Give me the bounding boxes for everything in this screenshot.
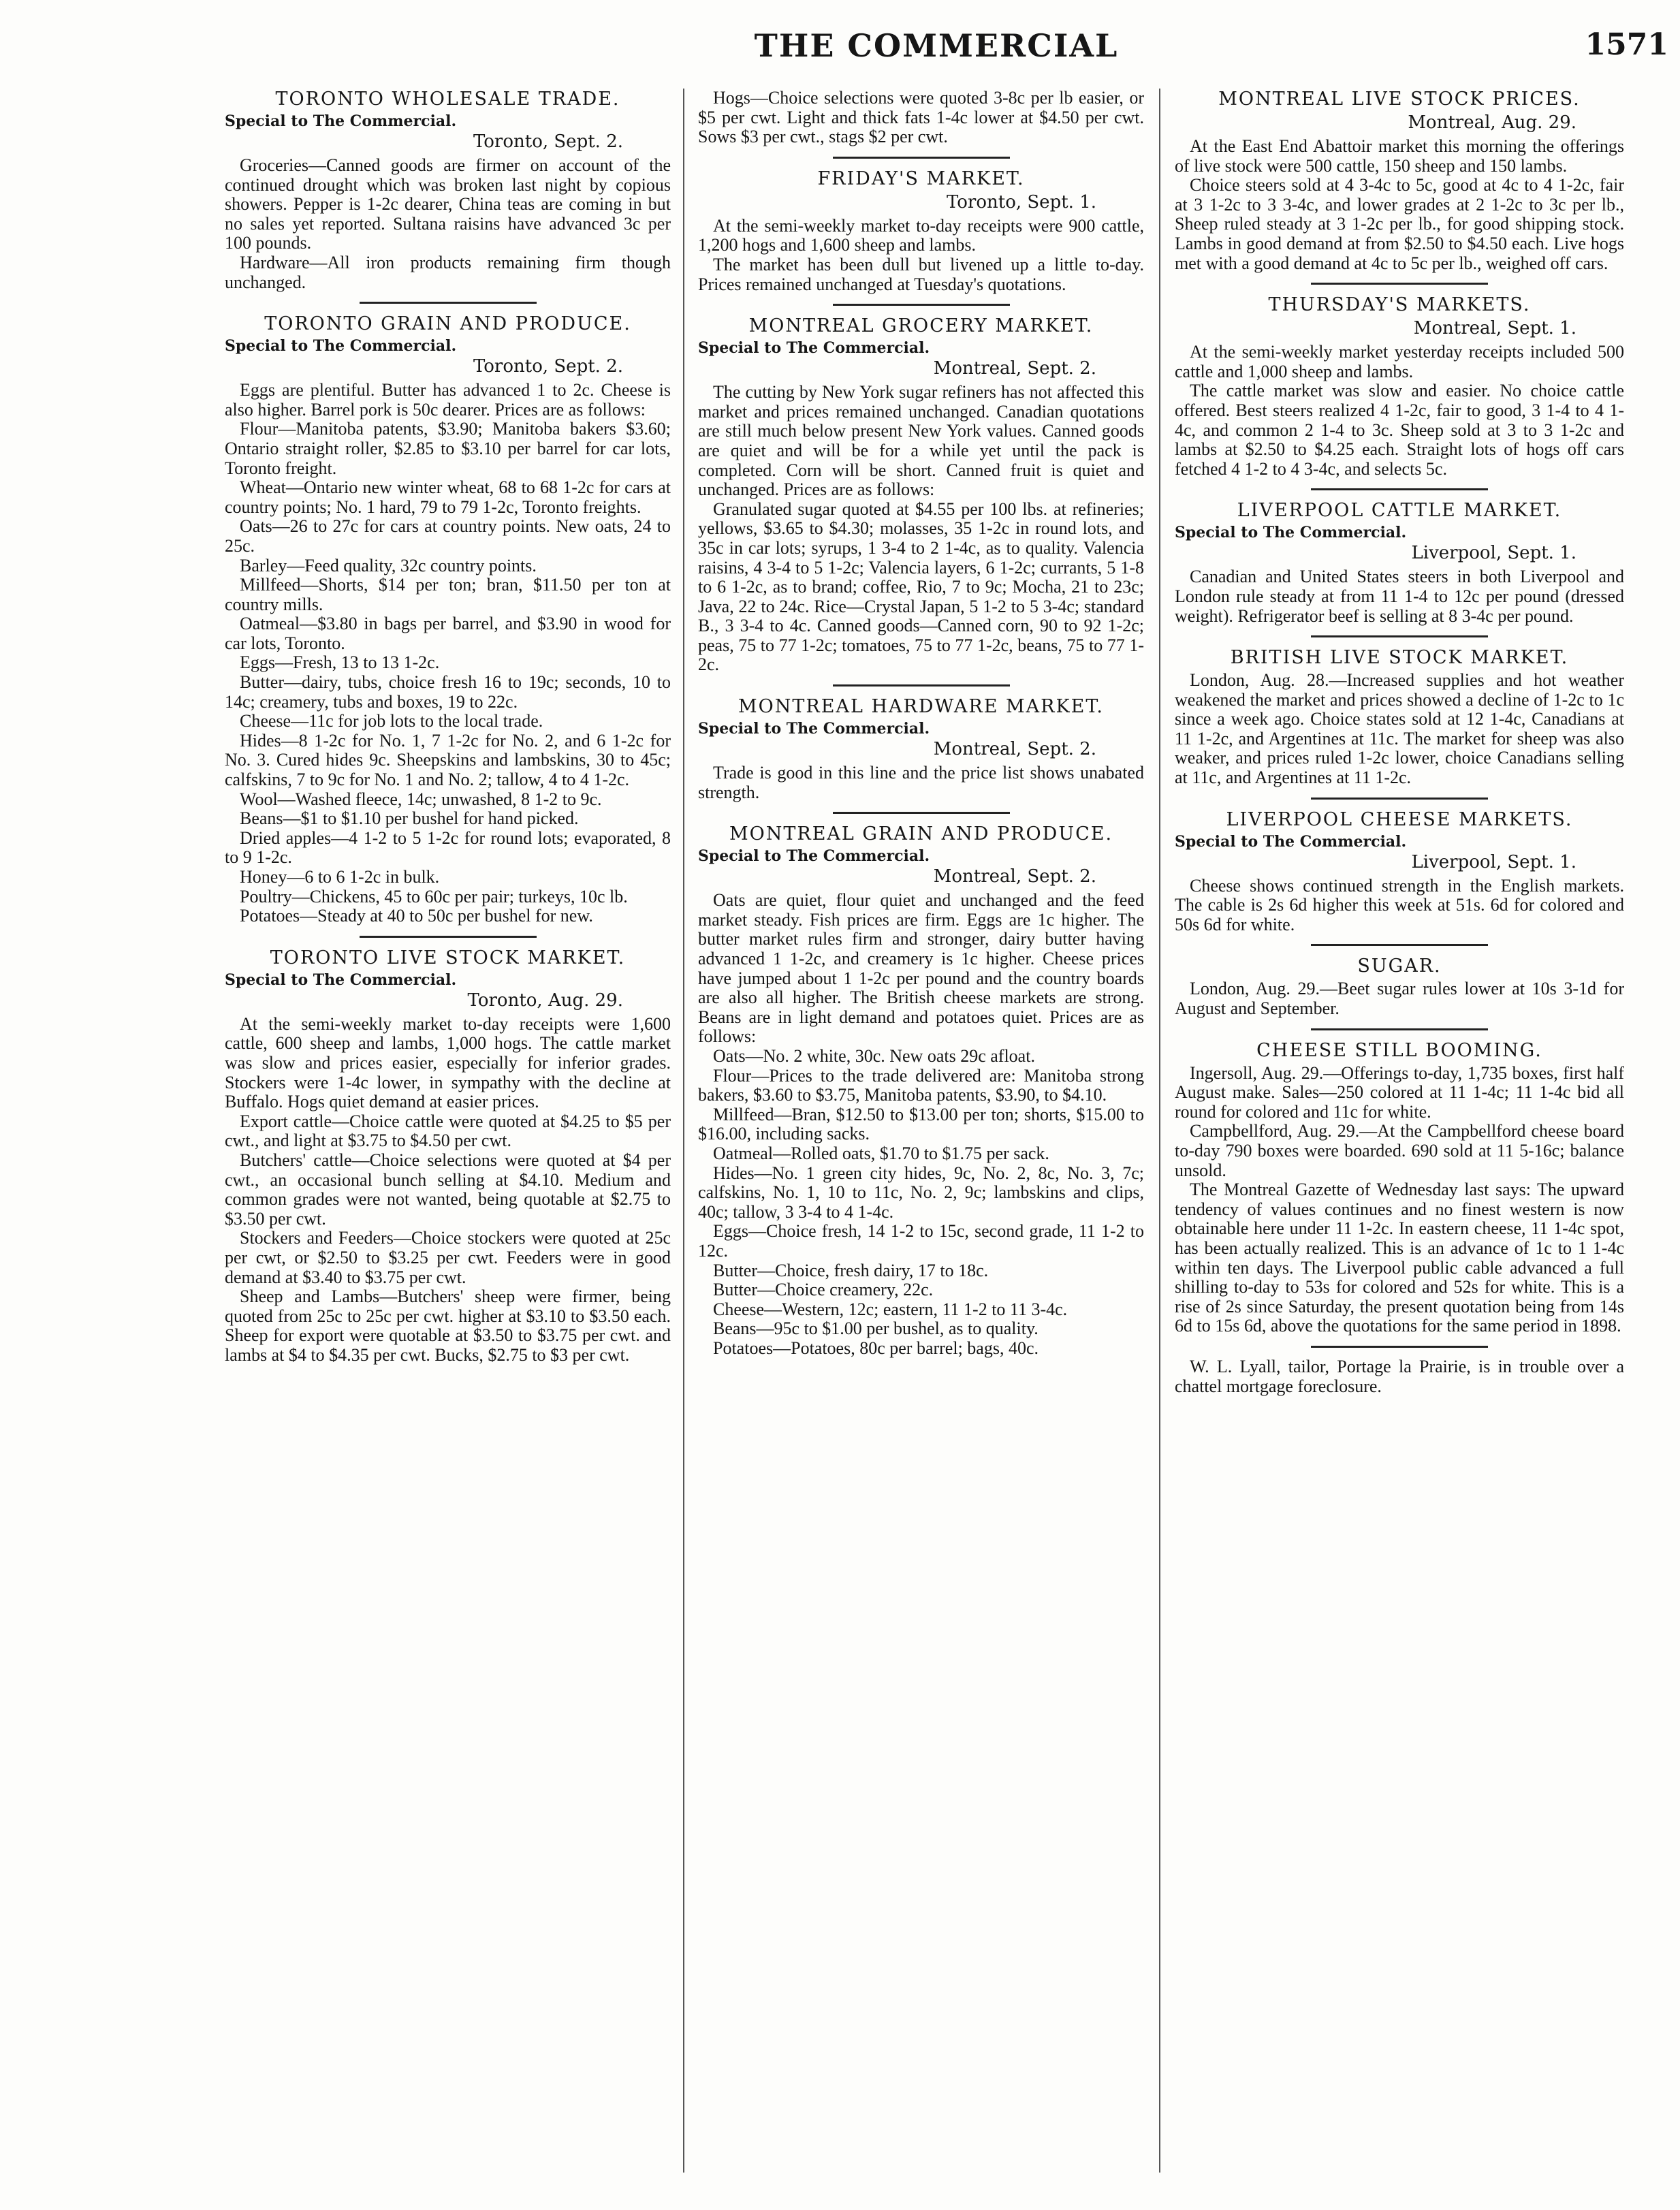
- article-paragraph: At the semi-weekly market yesterday receipts included 500 cattle and 1,000 sheep and lambs.: [1175, 342, 1624, 381]
- article-paragraph: Stockers and Feeders—Choice stockers were quoted at 25c per cwt, or $2.50 to $3.25 per cwt. Feeders were in good demand at $3.40 to $3.75 per cwt.: [225, 1228, 671, 1287]
- article: [225, 313, 671, 926]
- article-headline: LIVERPOOL CHEESE MARKETS.: [1226, 808, 1573, 830]
- column-divider: [1159, 89, 1160, 2173]
- article: [1175, 1357, 1624, 1396]
- article-paragraph: Millfeed—Shorts, $14 per ton; bran, $11.50 per ton at country mills.: [225, 575, 671, 614]
- article-paragraph: Dried apples—4 1-2 to 5 1-2c for round lots; evaporated, 8 to 9 1-2c.: [225, 827, 671, 868]
- article-separator: [1311, 1346, 1488, 1348]
- article-paragraph: Trade is good in this line and the price list shows unabated strength.: [698, 763, 1144, 802]
- article-separator: [1311, 1028, 1488, 1030]
- article-headline: TORONTO LIVE STOCK MARKET.: [270, 947, 626, 968]
- article-paragraph: Oats—26 to 27c for cars at country points. New oats, 24 to 25c.: [225, 516, 671, 556]
- article-paragraph: Millfeed—Bran, $12.50 to $13.00 per ton; shorts, $15.00 to $16.00, including sacks.: [698, 1104, 1144, 1144]
- article: [1175, 809, 1624, 935]
- article-paragraph: Butter—dairy, tubs, choice fresh 16 to 19c; seconds, 10 to 14c; creamery, tubs and boxes, 19 to 22c.: [225, 672, 671, 712]
- article-paragraph: Sheep and Lambs—Butchers' sheep were firmer, being quoted from 25c to 25c per cwt. higher at $3.10 to $3.50 each. Sheep for export were quotable at $3.50 to $3.75 per cwt. and lambs at $4 to $4.35 per cwt. Bucks, $2.75 to $3 per cwt.: [225, 1286, 671, 1365]
- article: [1175, 89, 1624, 273]
- article-dateline: Toronto, Sept. 1.: [946, 191, 1096, 212]
- article-separator: [360, 936, 537, 938]
- article-paragraph: At the semi-weekly market to-day receipts were 1,600 cattle, 600 sheep and lambs, 1,000 hogs. The cattle market was slow and prices easier, especially for inferior grades. Stockers were 1-4c lower, in sympathy with the decline at Buffalo. Hogs quiet demand at easier prices.: [225, 1013, 671, 1112]
- article-byline: Special to The Commercial.: [225, 970, 457, 989]
- article: [1175, 500, 1624, 626]
- article-paragraph: Beans—95c to $1.00 per bushel, as to quality.: [713, 1319, 1039, 1339]
- article-byline: Special to The Commercial.: [225, 337, 457, 356]
- article: [1175, 1040, 1624, 1336]
- article-dateline: Toronto, Aug. 29.: [467, 990, 623, 1011]
- article-paragraph: Groceries—Canned goods are firmer on account of the continued drought which was broken last night by copious showers. Pepper is 1-2c dearer, China teas are coming in but no sales yet reported. Sultana raisins have advanced 3c per 100 pounds.: [225, 155, 671, 253]
- article: [225, 947, 671, 1366]
- article-separator: [1311, 944, 1488, 946]
- article-paragraph: Barley—Feed quality, 32c country points.: [240, 555, 537, 575]
- article-headline: THURSDAY'S MARKETS.: [1268, 294, 1531, 316]
- article-byline: Special to The Commercial.: [1175, 524, 1407, 542]
- article-paragraph: The cutting by New York sugar refiners has not affected this market and prices remained unchanged. Canadian quotations are still much below present New York values. Canned goods are quiet and will be for a while yet until the pack is completed. Corn will be short. Canned fruit is quiet and unchanged. Prices are as follows:: [698, 382, 1144, 500]
- article-dateline: Montreal, Sept. 2.: [933, 358, 1096, 379]
- article-headline: MONTREAL LIVE STOCK PRICES.: [1218, 89, 1581, 110]
- article: [698, 823, 1144, 1358]
- article-headline: SUGAR.: [1357, 956, 1442, 977]
- article-dateline: Montreal, Sept. 2.: [933, 739, 1096, 760]
- article-paragraph: Butter—Choice, fresh dairy, 17 to 18c.: [713, 1260, 989, 1280]
- article-paragraph: W. L. Lyall, tailor, Portage la Prairie, is in trouble over a chattel mortgage foreclosure.: [1175, 1356, 1624, 1396]
- article-dateline: Liverpool, Sept. 1.: [1411, 543, 1576, 564]
- article-paragraph: Honey—6 to 6 1-2c in bulk.: [240, 867, 440, 887]
- article-paragraph: Eggs are plentiful. Butter has advanced 1 to 2c. Cheese is also higher. Barrel pork is 50c dearer. Prices are as follows:: [225, 380, 671, 420]
- article: [1175, 956, 1624, 1018]
- article: [698, 168, 1144, 294]
- article-byline: Special to The Commercial.: [225, 112, 457, 130]
- article-dateline: Montreal, Aug. 29.: [1408, 112, 1576, 133]
- article-headline: MONTREAL GRAIN AND PRODUCE.: [729, 823, 1113, 845]
- article: [698, 696, 1144, 802]
- article-separator: [1311, 798, 1488, 800]
- page-number: 1571: [1585, 27, 1668, 62]
- article-byline: Special to The Commercial.: [1175, 832, 1407, 851]
- article: [698, 315, 1144, 675]
- article-paragraph: Oats are quiet, flour quiet and unchanged and the feed market steady. Fish prices are firm. Eggs are 1c higher. The butter market rules firm and stronger, dairy butter having advanced 1 1-2c, and creamery is 1c higher. Cheese prices have jumped about 1 1-2c per pound and the country boards are also all higher. The British cheese markets are strong. Beans are in light demand and potatoes quiet. Prices are as follows:: [698, 890, 1144, 1047]
- article-paragraph: Wool—Washed fleece, 14c; unwashed, 8 1-2 to 9c.: [240, 789, 602, 809]
- article-paragraph: Choice steers sold at 4 3-4c to 5c, good at 4c to 4 1-2c, fair at 3 1-2c to 3 3-4c, and lower grades at 2 1-2c to 3c per lb., Sheep ruled steady at 3 1-2c per lb., for good shipping stock. Lambs in good demand at from $2.50 to $4.50 each. Live hogs met with a good demand at 4c to 5c per lb., weighed off cars.: [1175, 175, 1624, 273]
- article-paragraph: Cheese shows continued strength in the English markets. The cable is 2s 6d higher this week at 51s. 6d for colored and 50s 6d for white.: [1175, 875, 1624, 934]
- article-paragraph: Ingersoll, Aug. 29.—Offerings to-day, 1,735 boxes, first half August make. Sales—250 colored at 11 1-4c; 11 1-4c bid all round for colored and 11c for white.: [1175, 1062, 1624, 1122]
- article-paragraph: Granulated sugar quoted at $4.55 per 100 lbs. at refineries; yellows, $3.65 to $4.30; molasses, 35 1-2c in round lots, and 35c in car lots; syrups, 1 3-4 to 2 1-4c, as to quality. Valencia raisins, 4 3-4 to 5 1-2c; Valencia layers, 6 1-2c; currants, 5 1-8 to 6 1-2c, as to brand; coffee, Rio, 7 to 9c; Mocha, 21 to 23c; Java, 22 to 24c. Rice—Crystal Japan, 5 1-2 to 5 3-4c; standard B., 3 3-4 to 4c. Canned goods—Canned corn, 90 to 92 1-2c; peas, 75 to 77 1-2c; tomatoes, 75 to 77 1-2c, beans, 75 to 77 1-2c.: [698, 499, 1144, 675]
- article-paragraph: London, Aug. 28.—Increased supplies and hot weather weakened the market and prices showed a decline of 1-2c to 1c since a week ago. Choice states sold at 12 1-4c, Canadians at 11 1-2c, and Argentines at 11c. The market for sheep was also weaker, and prices ruled 1-2c lower, choice Canadians selling at 11c, and Argentines at 11 1-2c.: [1175, 670, 1624, 788]
- article-headline: TORONTO WHOLESALE TRADE.: [275, 89, 620, 110]
- column-2: [698, 89, 1144, 2186]
- article-paragraph: Flour—Prices to the trade delivered are: Manitoba strong bakers, $3.60 to $3.75, Manitoba patents, $3.90, to $4.10.: [698, 1065, 1144, 1105]
- article-headline: LIVERPOOL CATTLE MARKET.: [1237, 500, 1562, 522]
- article-paragraph: Hides—No. 1 green city hides, 9c, No. 2, 8c, No. 3, 7c; calfskins, No. 1, 10 to 11c, No. 2, 9c; lambskins and clips, 40c; tallow, 3 3-4 to 4 1-4c.: [698, 1163, 1144, 1222]
- article-paragraph: Potatoes—Steady at 40 to 50c per bushel for new.: [240, 906, 593, 926]
- article-headline: MONTREAL HARDWARE MARKET.: [738, 696, 1104, 718]
- article: [698, 89, 1144, 147]
- article-paragraph: Campbellford, Aug. 29.—At the Campbellford cheese board to-day 790 boxes were boarded. 690 sold at 11 5-16c; balance unsold.: [1175, 1121, 1624, 1180]
- article: [1175, 294, 1624, 479]
- article-paragraph: Eggs—Fresh, 13 to 13 1-2c.: [240, 652, 440, 673]
- column-divider: [683, 89, 684, 2173]
- article-paragraph: Eggs—Choice fresh, 14 1-2 to 15c, second grade, 11 1-2 to 12c.: [698, 1221, 1144, 1261]
- article-dateline: Montreal, Sept. 2.: [933, 866, 1096, 887]
- column-1: [225, 89, 671, 2186]
- article-separator: [833, 684, 1010, 686]
- article: [1175, 647, 1624, 788]
- article-paragraph: At the East End Abattoir market this morning the offerings of live stock were 500 cattle, 150 sheep and 150 lambs.: [1175, 136, 1624, 176]
- article-separator: [833, 304, 1010, 306]
- article: [225, 89, 671, 292]
- article-separator: [1311, 635, 1488, 637]
- article-paragraph: Hardware—All iron products remaining firm though unchanged.: [225, 252, 671, 292]
- article-headline: TORONTO GRAIN AND PRODUCE.: [264, 313, 631, 335]
- article-paragraph: Poultry—Chickens, 45 to 60c per pair; turkeys, 10c lb.: [240, 886, 628, 906]
- article-paragraph: Butter—Choice creamery, 22c.: [713, 1280, 934, 1300]
- article-separator: [1311, 488, 1488, 490]
- article-headline: BRITISH LIVE STOCK MARKET.: [1230, 647, 1569, 669]
- article-dateline: Montreal, Sept. 1.: [1413, 318, 1576, 339]
- article-separator: [833, 812, 1010, 814]
- article-separator: [833, 157, 1010, 159]
- article-paragraph: The cattle market was slow and easier. No choice cattle offered. Best steers realized 4 1-2c, fair to good, 3 1-4 to 4 1-4c, and common 2 1-4 to 3c. Sheep sold at 3 to 3 1-2c and lambs at $2.50 to $4.25 each. Straight lots of hogs off cars fetched 4 1-2 to 4 3-4c, and selects 5c.: [1175, 381, 1624, 479]
- article-dateline: Toronto, Sept. 2.: [473, 131, 623, 152]
- article-paragraph: Flour—Manitoba patents, $3.90; Manitoba bakers $3.60; Ontario straight roller, $2.85 to $3.10 per barrel for car lots, Toronto freight.: [225, 419, 671, 478]
- column-3: [1175, 89, 1624, 2186]
- article-headline: MONTREAL GROCERY MARKET.: [748, 315, 1094, 337]
- masthead-title: THE COMMERCIAL: [754, 27, 1119, 64]
- article-paragraph: Hogs—Choice selections were quoted 3-8c per lb easier, or $5 per cwt. Light and thick fats 1-4c lower at $4.50 per cwt. Sows $3 per cwt., stags $2 per cwt.: [698, 89, 1144, 147]
- article-paragraph: At the semi-weekly market to-day receipts were 900 cattle, 1,200 hogs and 1,600 sheep and lambs.: [698, 215, 1144, 255]
- article-headline: CHEESE STILL BOOMING.: [1256, 1039, 1542, 1061]
- article-separator: [1311, 283, 1488, 285]
- article-paragraph: Potatoes—Potatoes, 80c per barrel; bags, 40c.: [713, 1338, 1039, 1358]
- article-paragraph: The Montreal Gazette of Wednesday last says: The upward tendency of values continues and no finest western is now obtainable here under 11 1-2c. In eastern cheese, 11 1-4c spot, has been actually realized. This is an advance of 1c to 1 1-4c within ten days. The Liverpool public cable advanced a full shilling to-day to 53s for colored and 52s for white. This is a rise of 2s since Saturday, the present quotation being from 14s 6d to 15s 6d, above the quotations for the same period in 1898.: [1175, 1180, 1624, 1336]
- article-paragraph: Hides—8 1-2c for No. 1, 7 1-2c for No. 2, and 6 1-2c for No. 3. Cured hides 9c. Sheepskins and lambskins, 30 to 45c; calfskins, 7 to 9c for No. 1 and No. 2; tallow, 4 to 4 1-2c.: [225, 730, 671, 790]
- article-paragraph: Oats—No. 2 white, 30c. New oats 29c afloat.: [713, 1046, 1035, 1066]
- article-paragraph: Canadian and United States steers in both Liverpool and London rule steady at from 11 1-4 to 12c per pound (dressed weight). Refrigerator beef is selling at 8 3-4c per pound.: [1175, 567, 1624, 626]
- masthead: [204, 27, 1668, 82]
- article-paragraph: Oatmeal—Rolled oats, $1.70 to $1.75 per sack.: [713, 1143, 1049, 1163]
- article-dateline: Liverpool, Sept. 1.: [1411, 851, 1576, 872]
- article-paragraph: Cheese—Western, 12c; eastern, 11 1-2 to 11 3-4c.: [713, 1299, 1068, 1319]
- article-headline: FRIDAY'S MARKET.: [817, 168, 1025, 189]
- article-paragraph: Export cattle—Choice cattle were quoted at $4.25 to $5 per cwt., and light at $3.75 to $4.50 per cwt.: [225, 1111, 671, 1151]
- article-byline: Special to The Commercial.: [698, 720, 930, 738]
- article-separator: [360, 302, 537, 304]
- article-paragraph: The market has been dull but livened up a little to-day. Prices remained unchanged at Tuesday's quotations.: [698, 254, 1144, 294]
- article-dateline: Toronto, Sept. 2.: [473, 356, 623, 377]
- article-paragraph: Beans—$1 to $1.10 per bushel for hand picked.: [240, 808, 579, 829]
- article-byline: Special to The Commercial.: [698, 847, 930, 866]
- article-paragraph: Butchers' cattle—Choice selections were quoted at $4 per cwt., an occasional bunch selling at $4.10. Medium and common grades were not wanted, being quotable at $2.75 to $3.50 per cwt.: [225, 1150, 671, 1229]
- article-paragraph: Wheat—Ontario new winter wheat, 68 to 68 1-2c for cars at country points; No. 1 hard, 79 to 79 1-2c, Toronto freights.: [225, 477, 671, 517]
- article-byline: Special to The Commercial.: [698, 339, 930, 358]
- article-paragraph: Oatmeal—$3.80 in bags per barrel, and $3.90 in wood for car lots, Toronto.: [225, 614, 671, 653]
- article-paragraph: London, Aug. 29.—Beet sugar rules lower at 10s 3-1d for August and September.: [1175, 979, 1624, 1019]
- article-paragraph: Cheese—11c for job lots to the local trade.: [240, 711, 543, 731]
